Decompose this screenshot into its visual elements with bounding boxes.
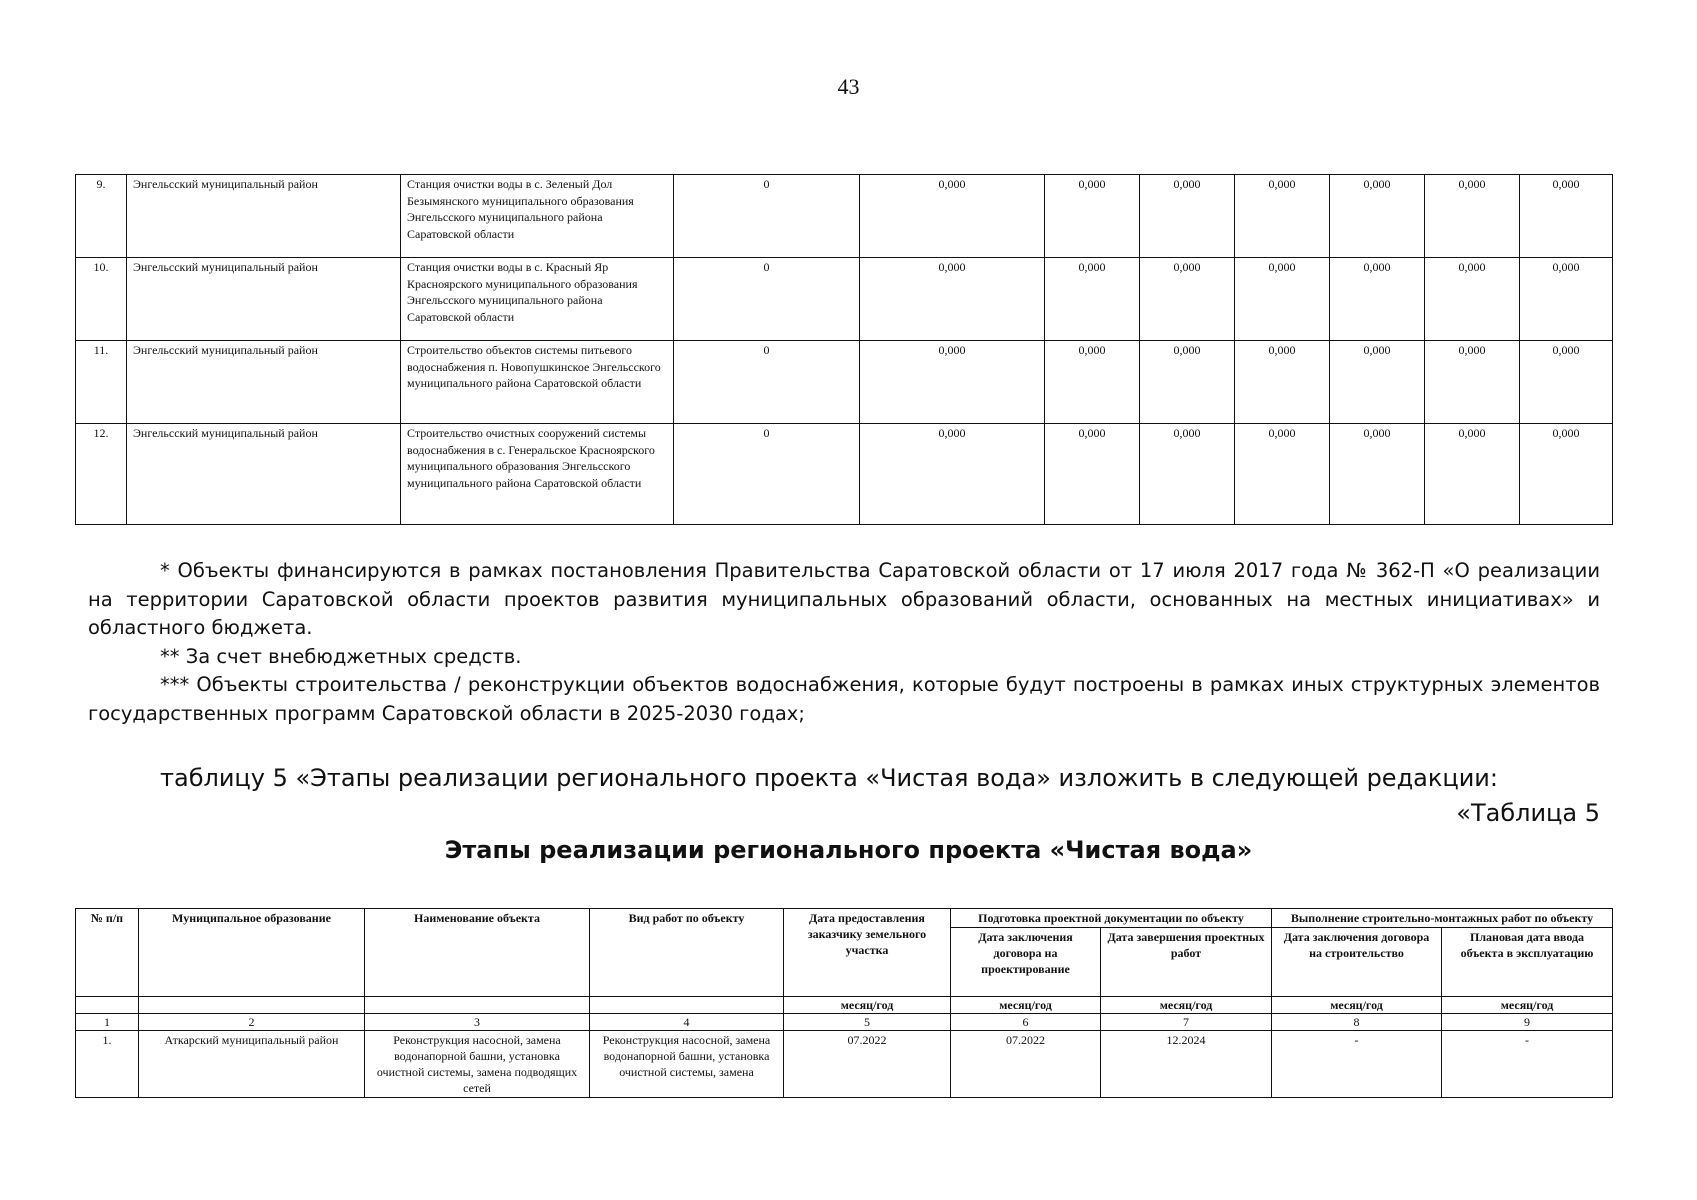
object-cell: Станция очистки воды в с. Зеленый Дол Безымянского муниципального образования Энгельсского муниципального района Саратовской области — [401, 175, 674, 258]
object-cell: Строительство объектов системы питьевого водоснабжения п. Новопушкинское Энгельсского муниципального района Саратовской области — [401, 341, 674, 424]
design-finish-cell: 12.2024 — [1101, 1031, 1272, 1098]
column-index: 5 — [784, 1014, 951, 1031]
value-cell: 0,000 — [1140, 175, 1235, 258]
table-number: «Таблица 5 — [1456, 799, 1600, 827]
value-cell: 0,000 — [1235, 175, 1330, 258]
value-cell: 0,000 — [1425, 341, 1520, 424]
design-contract-cell: 07.2022 — [951, 1031, 1101, 1098]
table-title: Этапы реализации регионального проекта «Чистая вода» — [444, 836, 1253, 864]
value-cell: 0,000 — [1045, 424, 1140, 525]
district-cell: Энгельсский муниципальный район — [127, 175, 401, 258]
page-number: 43 — [837, 74, 860, 99]
header-object: Наименование объекта — [365, 909, 590, 997]
build-contract-cell: - — [1272, 1031, 1442, 1098]
object-cell: Станция очистки воды в с. Красный Яр Красноярского муниципального образования Энгельсского муниципального района Саратовской области — [401, 258, 674, 341]
header-design-contract: Дата заключения договора на проектирование — [951, 928, 1101, 997]
value-cell: 0,000 — [1140, 341, 1235, 424]
footnote-3: *** Объекты строительства / реконструкции объектов водоснабжения, которые будут построены в рамках иных структурных элементов государственных программ Саратовской области в 2025-2030 годах; — [88, 673, 1600, 725]
row-number: 10. — [76, 258, 127, 341]
unit-row — [76, 997, 1613, 1014]
value-cell: 0,000 — [1330, 175, 1425, 258]
value-cell: 0,000 — [1425, 424, 1520, 525]
column-index: 1 — [76, 1014, 139, 1031]
row-number: 9. — [76, 175, 127, 258]
district-cell: Энгельсский муниципальный район — [127, 341, 401, 424]
value-cell: 0,000 — [860, 424, 1045, 525]
value-cell: 0,000 — [1520, 258, 1613, 341]
value-cell: 0 — [674, 424, 860, 525]
value-cell: 0,000 — [1425, 258, 1520, 341]
value-cell: 0,000 — [860, 258, 1045, 341]
column-index: 4 — [590, 1014, 784, 1031]
header-land-date: Дата предоставления заказчику земельного участка — [784, 909, 951, 997]
value-cell: 0,000 — [1045, 175, 1140, 258]
header-design-group: Подготовка проектной документации по объекту — [951, 909, 1272, 928]
header-municipality: Муниципальное образование — [139, 909, 365, 997]
value-cell: 0,000 — [1330, 341, 1425, 424]
value-cell: 0,000 — [1045, 258, 1140, 341]
value-cell: 0,000 — [1520, 424, 1613, 525]
value-cell: 0,000 — [1520, 341, 1613, 424]
header-design-finish: Дата завершения проектных работ — [1101, 928, 1272, 997]
value-cell: 0,000 — [1140, 424, 1235, 525]
amendment-text: таблицу 5 «Этапы реализации регионального проекта «Чистая вода» изложить в следующей редакции: — [160, 764, 1498, 792]
row-number: 11. — [76, 341, 127, 424]
value-cell: 0,000 — [1235, 341, 1330, 424]
table-row — [76, 341, 1613, 424]
work-type-cell: Реконструкция насосной, замена водонапорной башни, установка очистной системы, замена — [590, 1031, 784, 1098]
row-number: 12. — [76, 424, 127, 525]
value-cell: 0 — [674, 341, 860, 424]
column-index-row — [76, 1014, 1613, 1031]
footnote-2: ** За счет внебюджетных средств. — [160, 644, 522, 668]
municipality-cell: Аткарский муниципальный район — [139, 1031, 365, 1098]
column-index: 9 — [1442, 1014, 1613, 1031]
object-cell: Строительство очистных сооружений системы водоснабжения в с. Генеральское Красноярского муниципального образования Энгельсского муниципального района Саратовской области — [401, 424, 674, 525]
unit-label: месяц/год — [1101, 997, 1272, 1014]
value-cell: 0,000 — [1140, 258, 1235, 341]
unit-label: месяц/год — [1272, 997, 1442, 1014]
header-commission-date: Плановая дата ввода объекта в эксплуатацию — [1442, 928, 1613, 997]
value-cell: 0,000 — [1235, 258, 1330, 341]
column-index: 2 — [139, 1014, 365, 1031]
header-num: № п/п — [76, 909, 139, 997]
value-cell: 0,000 — [860, 175, 1045, 258]
column-index: 6 — [951, 1014, 1101, 1031]
value-cell: 0,000 — [1520, 175, 1613, 258]
table-row — [76, 1031, 1613, 1098]
value-cell: 0,000 — [1425, 175, 1520, 258]
district-cell: Энгельсский муниципальный район — [127, 258, 401, 341]
unit-label: месяц/год — [951, 997, 1101, 1014]
header-row — [76, 909, 1613, 928]
value-cell: 0,000 — [1330, 424, 1425, 525]
commission-date-cell: - — [1442, 1031, 1613, 1098]
header-build-contract: Дата заключения договора на строительство — [1272, 928, 1442, 997]
value-cell: 0,000 — [1045, 341, 1140, 424]
object-cell: Реконструкция насосной, замена водонапорной башни, установка очистной системы, замена подводящих сетей — [365, 1031, 590, 1098]
header-work-type: Вид работ по объекту — [590, 909, 784, 997]
column-index: 8 — [1272, 1014, 1442, 1031]
column-index: 3 — [365, 1014, 590, 1031]
value-cell: 0,000 — [1330, 258, 1425, 341]
column-index: 7 — [1101, 1014, 1272, 1031]
funding-table — [75, 174, 1613, 525]
unit-label: месяц/год — [784, 997, 951, 1014]
value-cell: 0 — [674, 175, 860, 258]
footnotes — [88, 557, 1600, 728]
unit-label: месяц/год — [1442, 997, 1613, 1014]
district-cell: Энгельсский муниципальный район — [127, 424, 401, 525]
table-row — [76, 258, 1613, 341]
header-build-group: Выполнение строительно-монтажных работ по объекту — [1272, 909, 1613, 928]
value-cell: 0,000 — [860, 341, 1045, 424]
land-date-cell: 07.2022 — [784, 1031, 951, 1098]
footnote-1: * Объекты финансируются в рамках постановления Правительства Саратовской области от 17 июля 2017 года № 362-П «О реализации на территории Саратовской области проектов развития муниципальных образований области, основанных на местных инициативах» и областного бюджета. — [88, 559, 1600, 639]
table-row — [76, 175, 1613, 258]
value-cell: 0 — [674, 258, 860, 341]
row-number: 1. — [76, 1031, 139, 1098]
table-row — [76, 424, 1613, 525]
value-cell: 0,000 — [1235, 424, 1330, 525]
stages-table — [75, 908, 1613, 1098]
